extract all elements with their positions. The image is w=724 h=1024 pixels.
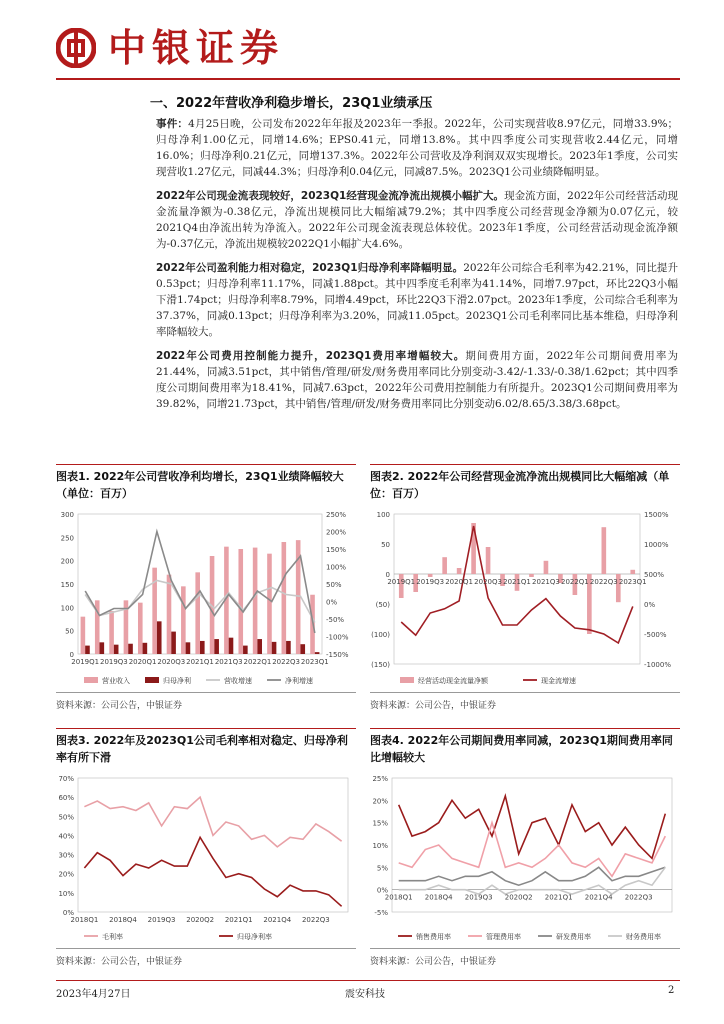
section-title: 一、2022年营收净利稳步增长，23Q1业绩承压: [150, 96, 433, 111]
x-tick-label: 2021Q1: [186, 658, 214, 666]
y-tick-label: 25%: [372, 775, 388, 783]
x-tick-label: 2020Q3: [474, 578, 502, 586]
page-header: [0, 0, 724, 84]
y2-tick-label: -50%: [326, 616, 345, 624]
bar: [257, 639, 262, 654]
bar: [128, 644, 133, 654]
x-tick-label: 2021Q4: [263, 916, 292, 924]
y2-tick-label: 0%: [326, 598, 338, 607]
paragraph-expenses: 2022年公司费用控制能力提升，2023Q1费用率增幅较大。期间费用方面，2022年公司期间费用率为21.44%，同减3.51pct，其中销售/管理/研发/财务费用率同比分别变动-3.42/-1.33/-0.38/1.62pct；其中四季度公司期间费用率为18.41%，同减7.63pct，2022年公司费用控制能力有所提升。2023Q1公司期间费用率为39.82%，同增21.73pct，其中销售/管理/研发/财务费用率同比分别变动6.02/8.65/3.38/3.68pct。: [156, 350, 678, 410]
bar: [109, 611, 114, 654]
fig4-chart: [370, 770, 680, 946]
x-tick-label: 2020Q1: [445, 578, 474, 586]
plot-frame: [78, 778, 348, 912]
legend-label: 管理费用率: [486, 933, 521, 941]
legend-label: 财务费用率: [626, 933, 661, 941]
y-tick-label: 5%: [376, 864, 388, 873]
bar: [143, 643, 148, 654]
fig4-top-rule: [370, 728, 680, 729]
x-tick-label: 2022Q1: [560, 578, 589, 586]
x-tick-label: 2022Q3: [589, 578, 618, 586]
x-tick-label: 2023Q1: [618, 578, 647, 586]
fig3-bottom-rule: [56, 948, 356, 949]
series-line: [399, 867, 666, 885]
y-tick-label: 20%: [58, 870, 74, 879]
footer-date: 2023年4月27日: [56, 989, 131, 1000]
bar: [243, 646, 248, 654]
brand-name: 中银证券: [108, 26, 285, 70]
y-tick-label: 100: [60, 604, 74, 613]
y2-tick-label: -150%: [326, 651, 349, 659]
plot-frame: [392, 778, 672, 912]
bar: [214, 639, 219, 654]
y-tick-label: 10%: [58, 889, 74, 898]
y-tick-label: 50: [65, 627, 74, 636]
series-line: [84, 797, 341, 847]
legend-label: 归母净利率: [237, 933, 272, 941]
x-tick-label: 2019Q3: [464, 893, 493, 902]
y-tick-label: 0: [385, 571, 390, 579]
footer-company: 震安科技: [345, 989, 385, 1000]
legend-label: 营业收入: [102, 677, 130, 685]
x-tick-label: 2020Q3: [157, 658, 186, 666]
x-tick-label: 2019Q3: [147, 916, 176, 924]
y-tick-label: 70%: [58, 775, 74, 783]
y2-tick-label: -500%: [644, 631, 667, 639]
legend-label: 现金流增速: [541, 677, 576, 685]
paragraph-profitability: 2022年公司盈利能力相对稳定，2023Q1归母净利率降幅明显。2022年公司综合毛利率为42.21%，同比提升0.53pct；归母净利率11.17%，同减1.88pct。其中四季度毛利率为41.14%，同增7.97pct，环比22Q3小幅下滑1.74pct；归母净利率8.79%，同增4.49pct，环比22Q3下滑2.07pct。2023年1季度，公司综合毛利率为37.37%，同减0.13pct；归母净利率为3.20%，同减11.05pct。2023Q1公司毛利率同比基本维稳，归母净利率降幅较大。: [156, 262, 678, 338]
x-tick-label: 2020Q2: [186, 916, 215, 924]
y2-tick-label: 150%: [326, 546, 347, 554]
x-tick-label: 2020Q2: [504, 893, 533, 902]
y2-tick-label: -1000%: [644, 661, 671, 669]
bar: [529, 574, 534, 577]
fig4-bottom-rule: [370, 948, 680, 949]
bar: [486, 547, 491, 574]
fig2-source: 资料来源：公司公告，中银证券: [370, 701, 497, 711]
fig3-title: 图表3. 2022年及2023Q1公司毛利率相对稳定、归母净利率有所下滑: [56, 734, 348, 764]
y-tick-label: 0%: [62, 909, 74, 917]
fig4-title: 图表4. 2022年公司期间费用率同减，2023Q1期间费用率同比增幅较大: [370, 734, 673, 764]
x-tick-label: 2021Q1: [224, 916, 253, 924]
x-tick-label: 2022Q3: [272, 658, 301, 666]
x-tick-label: 2018Q4: [109, 916, 137, 924]
fig2-chart: [370, 506, 680, 690]
y2-tick-label: 0%: [644, 601, 656, 609]
x-tick-label: 2019Q3: [416, 578, 445, 586]
y-tick-label: 100: [376, 511, 390, 519]
bar: [544, 561, 549, 574]
bank-logo-icon: [56, 28, 96, 68]
legend-label: 销售费用率: [416, 933, 451, 941]
bar: [442, 557, 447, 574]
fig1-top-rule: [56, 464, 356, 465]
fig1-bottom-rule: [56, 692, 356, 693]
bar: [428, 574, 433, 577]
fig2-title: 图表2. 2022年公司经营现金流净流出规模同比大幅缩减（单位：百万）: [370, 470, 670, 500]
bar: [85, 646, 90, 654]
y2-tick-label: -100%: [326, 633, 349, 642]
y-tick-label: 10%: [372, 842, 388, 850]
x-tick-label: 2018Q1: [70, 916, 99, 924]
fig3-source: 资料来源：公司公告，中银证券: [56, 957, 183, 967]
y-tick-label: 200: [60, 557, 74, 566]
fig1-source: 资料来源：公司公告，中银证券: [56, 701, 183, 711]
y-tick-label: (50): [375, 601, 390, 609]
y-tick-label: 50%: [58, 813, 74, 822]
y-tick-label: 50: [381, 541, 390, 549]
bar: [282, 542, 287, 654]
fig3-chart: [56, 770, 356, 946]
fig4-source: 资料来源：公司公告，中银证券: [370, 957, 497, 967]
y2-tick-label: 250%: [326, 511, 347, 519]
bar: [81, 617, 86, 654]
y-tick-label: (100): [371, 631, 390, 639]
bar: [114, 645, 119, 654]
y2-tick-label: 1000%: [644, 541, 669, 549]
bar: [315, 652, 320, 654]
x-tick-label: 2021Q1: [503, 578, 531, 586]
legend-label: 毛利率: [102, 933, 123, 941]
x-tick-label: 2023Q1: [300, 658, 329, 666]
bar: [181, 586, 186, 654]
bar: [229, 638, 234, 654]
x-tick-label: 2019Q1: [387, 578, 416, 586]
series-line: [84, 837, 341, 906]
fig2-bottom-rule: [370, 692, 680, 693]
body-text: [156, 116, 678, 420]
legend-label: 经营活动现金流量净额: [418, 677, 488, 685]
bar: [171, 632, 176, 654]
y-tick-label: 20%: [372, 797, 388, 806]
x-tick-label: 2018Q1: [384, 893, 413, 902]
y2-tick-label: 200%: [326, 528, 347, 537]
bar: [300, 644, 305, 654]
legend-label: 研发费用率: [556, 933, 591, 941]
y-tick-label: 250: [60, 534, 74, 543]
legend-label: 营收增速: [224, 677, 252, 685]
fig2-top-rule: [370, 464, 680, 465]
y-tick-label: -5%: [374, 909, 388, 917]
x-tick-label: 2021Q3: [214, 658, 243, 666]
y-tick-label: 15%: [372, 819, 388, 828]
y-tick-label: 150: [60, 581, 74, 589]
bar: [200, 641, 205, 654]
series-line: [399, 823, 666, 877]
x-tick-label: 2021Q4: [584, 893, 613, 902]
y-tick-label: 0: [69, 651, 74, 659]
series-line: [399, 796, 666, 859]
bar: [272, 642, 277, 654]
fig3-top-rule: [56, 728, 356, 729]
x-tick-label: 2021Q3: [532, 578, 560, 586]
paragraph-event: 事件：4月25日晚，公司发布2022年年报及2023年一季报。2022年，公司实现营收8.97亿元，同增33.9%；归母净利1.00亿元，同增14.6%；EPS0.41元，同增13.8%。其中四季度公司实现营收2.44亿元，同增16.0%；归母净利0.21亿元，同增137.3%。2022年公司营收及净利润双双实现增长。2023年1季度，公司实现营收1.27亿元，同减44.3%；归母净利0.04亿元，同减87.5%。2023Q1公司业绩降幅明显。: [156, 118, 678, 178]
legend-label: 归母净利: [163, 677, 191, 685]
y-tick-label: 40%: [58, 832, 74, 841]
y2-tick-label: 500%: [644, 571, 665, 579]
bar: [238, 549, 243, 654]
header-rule: [56, 78, 680, 80]
bar: [457, 568, 462, 574]
bar: [167, 575, 172, 654]
legend-swatch: [400, 677, 414, 683]
legend-label: 净利增速: [285, 677, 313, 685]
bar: [286, 641, 291, 654]
x-tick-label: 2018Q4: [424, 893, 453, 902]
bar: [267, 554, 272, 654]
bar: [138, 603, 143, 654]
x-tick-label: 2020Q1: [128, 658, 157, 666]
bar: [100, 642, 105, 654]
x-tick-label: 2022Q1: [243, 658, 272, 666]
y2-tick-label: 1500%: [644, 511, 669, 519]
bar: [253, 548, 258, 654]
bar: [630, 570, 635, 574]
y-tick-label: 30%: [58, 851, 74, 860]
y2-tick-label: 100%: [326, 563, 347, 572]
y-tick-label: 0%: [376, 886, 388, 895]
fig1-title: 图表1. 2022年公司营收净利均增长，23Q1业绩降幅较大（单位：百万）: [56, 470, 344, 500]
y-tick-label: 300: [60, 511, 74, 519]
fig1-chart: [56, 506, 356, 690]
x-tick-label: 2022Q3: [301, 916, 330, 924]
legend-swatch: [145, 677, 159, 683]
paragraph-cashflow: 2022年公司现金流表现较好，2023Q1经营现金流净流出规模小幅扩大。现金流方面，2022年公司经营活动现金流量净额为-0.38亿元，净流出规模同比大幅缩减79.2%；其中四季度公司经营现金净额为0.07亿元，较2021Q4由净流出转为净流入。2022年公司现金流表现总体较优。2023年1季度，公司经营活动现金流净额为-0.37亿元，净流出规模较2022Q1小幅扩大4.6%。: [156, 190, 678, 250]
footer-rule: [56, 980, 680, 981]
y-tick-label: (150): [371, 661, 390, 669]
bar: [157, 621, 162, 654]
x-tick-label: 2021Q1: [544, 893, 573, 902]
y2-tick-label: 50%: [326, 581, 342, 589]
y-tick-label: 60%: [58, 794, 74, 803]
footer-page-number: 2: [668, 985, 675, 996]
bar: [602, 527, 607, 574]
bar: [195, 572, 200, 654]
x-tick-label: 2019Q3: [99, 658, 128, 666]
x-tick-label: 2022Q3: [624, 893, 653, 902]
bar: [186, 642, 191, 654]
x-tick-label: 2019Q1: [71, 658, 100, 666]
legend-swatch: [84, 677, 98, 683]
